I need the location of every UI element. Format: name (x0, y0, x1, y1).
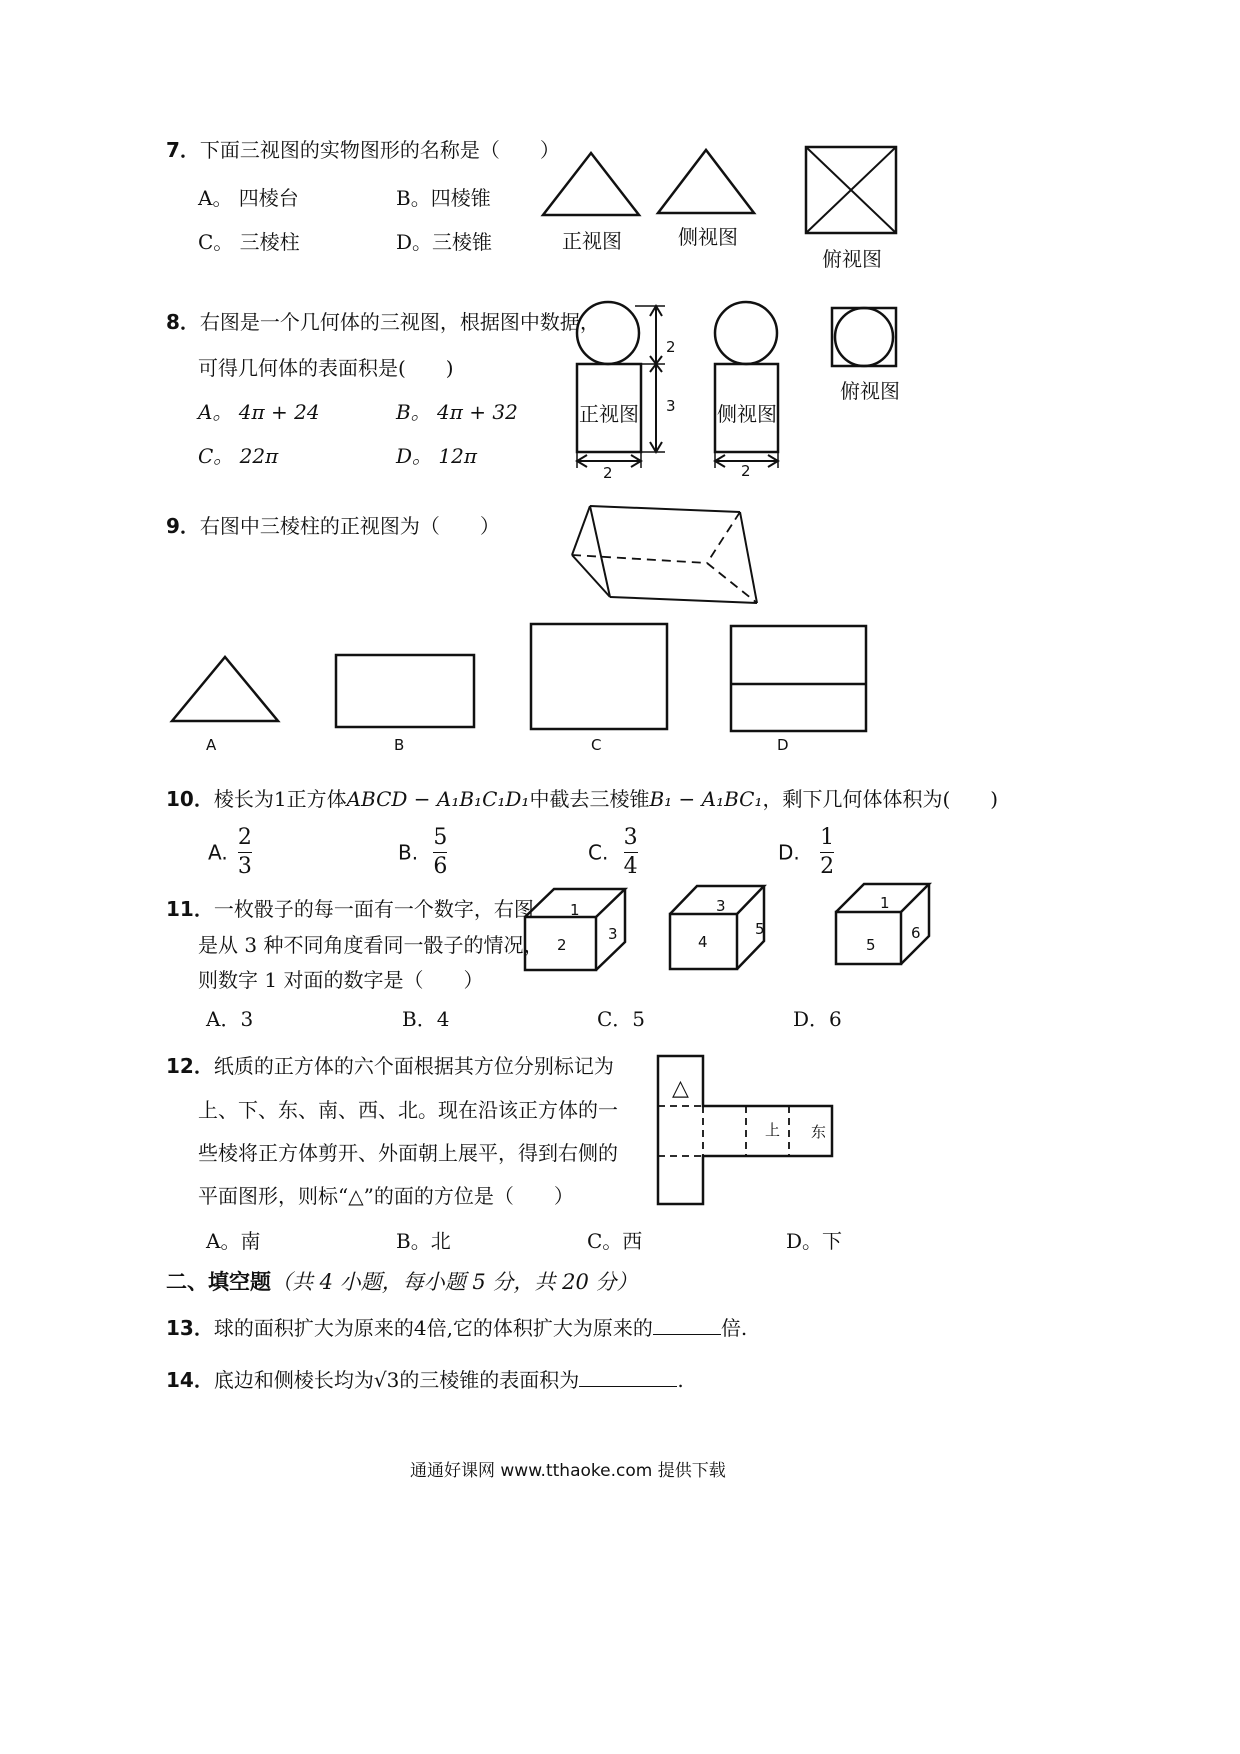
q12-option-c: C。西 (587, 1229, 643, 1253)
q10-pyramid-name: B₁ − A₁BC₁ (649, 787, 763, 811)
q10-option-c-letter: C. (588, 840, 609, 865)
q12-stem-line4: 平面图形，则标“△”的面的方位是（ ） (198, 1184, 574, 1208)
q11-option-b: B．4 (402, 1007, 450, 1031)
q10-option-c-numerator: 3 (623, 825, 638, 850)
q12-up-face-label: 上 (765, 1121, 781, 1139)
q10-text-c: 中截去三棱锥 (529, 787, 650, 811)
page-footer: 通通好课网 www.tthaoke.com 提供下载 (410, 1461, 726, 1481)
q7-number: 7． (166, 138, 200, 162)
q8-option-a: A。 4π + 24 (198, 400, 320, 424)
q10-option-d-numerator: 1 (820, 825, 835, 850)
q7-option-d: D。三棱锥 (396, 230, 493, 254)
q9-choice-b-label: B (394, 736, 405, 754)
q11-stem-line2: 是从 3 种不同角度看同一骰子的情况， (198, 933, 544, 957)
q10-edge-length: 1 (273, 787, 287, 811)
q7-side-view-label: 侧视图 (678, 225, 738, 249)
q10-option-b-letter: B. (398, 840, 419, 865)
q10-option-a-denominator: 3 (237, 854, 252, 880)
q12-east-face-label: 东 (811, 1123, 827, 1141)
q13-stem (166, 1312, 747, 1341)
q10-text-a: 棱长为 (213, 787, 274, 811)
q8-dim-upper-height: 2 (666, 338, 676, 356)
q12-option-a: A。南 (206, 1229, 261, 1253)
q10-option-d-letter: D. (778, 840, 800, 865)
q8-option-b: B。 4π + 32 (396, 400, 518, 424)
q7-option-b: B。四棱锥 (396, 186, 491, 210)
q12-number: 12． (166, 1054, 214, 1078)
q8-dim-front-width: 2 (603, 464, 613, 482)
q10-option-a-letter: A. (208, 840, 228, 865)
q11-option-d: D．6 (793, 1007, 842, 1031)
q7-option-a: A。 四棱台 (198, 186, 299, 210)
q11-die-3-front-number: 5 (866, 936, 876, 954)
q11-stem-line3: 则数字 1 对面的数字是（ ） (198, 968, 484, 992)
q9-text: 右图中三棱柱的正视图为（ ） (199, 514, 500, 538)
q14-text-c: . (677, 1368, 684, 1392)
q11-die-2-side-number: 5 (755, 920, 765, 938)
q12-option-d: D。下 (786, 1229, 843, 1253)
q7-front-view-label: 正视图 (562, 229, 622, 253)
q12-triangle-face-label: △ (672, 1076, 689, 1101)
q14-number: 14． (166, 1368, 214, 1392)
q11-die-3-top-number: 1 (880, 894, 890, 912)
q11-die-1-side-number: 3 (608, 925, 618, 943)
q8-text-line1: 右图是一个几何体的三视图，根据图中数据， (199, 310, 600, 334)
q11-die-1-top-number: 1 (570, 901, 580, 919)
q11-option-a: A．3 (206, 1007, 254, 1031)
q11-number: 11． (166, 897, 214, 921)
q8-top-view-label: 俯视图 (840, 379, 900, 403)
q11-die-2-front-number: 4 (698, 933, 708, 951)
q10-cube-name: ABCD − A₁B₁C₁D₁ (346, 787, 530, 811)
q10-option-b-numerator: 5 (433, 825, 448, 850)
q14-text-a: 底边和侧棱长均为 (213, 1368, 374, 1392)
q9-choice-a-label: A (206, 736, 217, 754)
q13-text-b: 倍. (720, 1316, 748, 1340)
q8-option-c: C。 22π (198, 444, 279, 468)
q13-number: 13． (166, 1316, 214, 1340)
q9-number: 9． (166, 514, 200, 538)
section-2-title: 二、填空题 (166, 1270, 271, 1294)
q9-choice-d-label: D (777, 736, 789, 754)
q11-die-3-side-number: 6 (911, 924, 921, 942)
q9-choice-c-label: C (591, 736, 602, 754)
q14-stem (166, 1364, 684, 1393)
q11-die-2-top-number: 3 (716, 897, 726, 915)
q10-option-d-denominator: 2 (820, 854, 835, 880)
q14-answer-blank[interactable] (579, 1386, 677, 1387)
q11-die-1-front-number: 2 (557, 936, 567, 954)
q8-dim-lower-height: 3 (666, 397, 676, 415)
q14-sqrt3: √3 (373, 1368, 400, 1392)
q12-stem-line2: 上、下、东、南、西、北。现在沿该正方体的一 (198, 1098, 618, 1122)
q8-side-view-label: 侧视图 (717, 402, 777, 426)
q7-top-view-label: 俯视图 (822, 247, 882, 271)
q7-text: 下面三视图的实物图形的名称是（ ） (199, 138, 560, 162)
q10-text-b: 正方体 (286, 787, 347, 811)
q12-stem-line3: 些棱将正方体剪开、外面朝上展平，得到右侧的 (198, 1141, 618, 1165)
q13-answer-blank[interactable] (653, 1334, 721, 1335)
q10-option-b-denominator: 6 (433, 854, 448, 880)
q7-option-c: C。 三棱柱 (198, 230, 300, 254)
q14-text-b: 的三棱锥的表面积为 (399, 1368, 580, 1392)
section-2-note: （共 4 小题，每小题 5 分，共 20 分） (271, 1270, 638, 1294)
section-2-heading (166, 1266, 638, 1296)
q13-text-a: 球的面积扩大为原来的4倍,它的体积扩大为原来的 (213, 1316, 653, 1340)
q8-front-view-label: 正视图 (579, 402, 639, 426)
q12-option-b: B。北 (396, 1229, 451, 1253)
q8-stem-line2: 可得几何体的表面积是( ) (198, 356, 454, 380)
q8-number: 8． (166, 310, 200, 334)
q10-number: 10． (166, 787, 214, 811)
q11-option-c: C．5 (597, 1007, 646, 1031)
q12-text-line1: 纸质的正方体的六个面根据其方位分别标记为 (213, 1054, 614, 1078)
q10-text-d: ，剩下几何体体积为( ) (762, 787, 999, 811)
q8-dim-side-width: 2 (741, 462, 751, 480)
q10-option-a-numerator: 2 (237, 825, 252, 850)
q8-option-d: D。 12π (396, 444, 477, 468)
q10-option-c-denominator: 4 (623, 854, 638, 880)
q11-text-line1: 一枚骰子的每一面有一个数字，右图 (213, 897, 534, 921)
